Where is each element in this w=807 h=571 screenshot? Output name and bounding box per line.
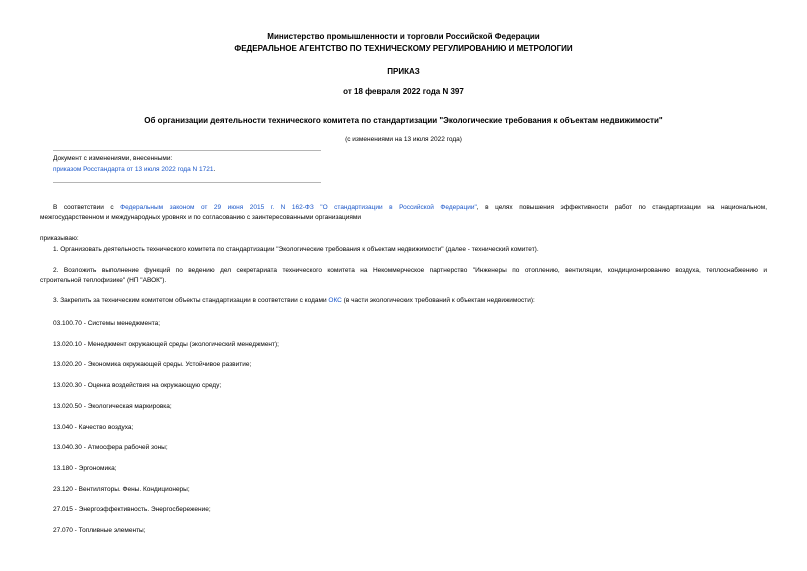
preamble-paragraph [53,203,767,213]
top-divider [53,150,321,151]
amendment-order-link[interactable]: приказом Росстандарта от 13 июля 2022 года N 1721 [53,166,214,173]
oks-code-item: 13.040 - Качество воздуха; [53,423,134,431]
bottom-divider [53,182,321,183]
federal-law-link[interactable]: Федеральным законом от 29 июня 2015 г. N 162-ФЗ "О стандартизации в Российской Федерации" [120,204,477,211]
revision-note-period: . [213,166,216,173]
revision-note-label: Документ с изменениями, внесенными: [53,155,173,162]
oks-code-item: 13.020.10 - Менеджмент окружающей среды (экологический менеджмент); [53,340,279,348]
revision-status: (с изменениями на 13 июля 2022 года) [345,136,462,143]
oks-code-item: 13.040.30 - Атмосфера рабочей зоны; [53,444,168,452]
preamble-prefix: В соответствии с [53,204,121,211]
preamble-line2: межгосударственном и международных уровнях и по согласованию с заинтересованными организациями [40,214,362,221]
document-date-number: от 18 февраля 2022 года N 397 [343,87,464,96]
item-3-prefix: 3. Закрепить за техническим комитетом объекты стандартизации в соответствии с кодами [53,297,329,304]
oks-code-item: 23.120 - Вентиляторы. Фены. Кондиционеры; [53,485,190,493]
oks-code-item: 13.020.50 - Экологическая маркировка; [53,402,172,410]
oks-code-item: 03.100.70 - Системы менеджмента; [53,320,161,327]
oks-code-item: 27.015 - Энергоэффективность. Энергосбережение; [53,506,211,514]
oks-code-item: 27.070 - Топливные элементы; [53,527,146,534]
agency-name: ФЕДЕРАЛЬНОЕ АГЕНТСТВО ПО ТЕХНИЧЕСКОМУ РЕГУЛИРОВАНИЮ И МЕТРОЛОГИИ [234,44,573,53]
orders-label: приказываю: [40,235,79,242]
oks-code-item: 13.020.30 - Оценка воздействия на окружающую среду; [53,382,222,390]
document-type: ПРИКАЗ [387,67,420,76]
item-1: 1. Организовать деятельность технического комитета по стандартизации "Экологические требования к объектам недвижимости" (далее - технический комитет). [53,246,539,253]
item-3 [53,297,535,304]
item-3-suffix: (в части экологических требований к объектам недвижимости): [341,297,535,304]
item-2-line2: строительной теплофизике" (НП "АВОК"). [40,277,167,284]
ministry-name: Министерство промышленности и торговли Российской Федерации [267,32,540,41]
revision-note-line [53,166,215,173]
item-2: 2. Возложить выполнение функций по ведению дел секретариата технического комитета на Некоммерческое партнерство "Инженеры по отоплению, вентиляции, кондиционированию воздуха, теплоснабжению и [53,267,767,274]
document-title: Об организации деятельности технического комитета по стандартизации "Экологические требования к объектам недвижимости" [144,116,663,125]
oks-code-item: 13.180 - Эргономика; [53,464,117,472]
preamble-suffix: , в целях повышения эффективности работ по стандартизации на национальном, [476,204,768,211]
oks-code-item: 13.020.20 - Экономика окружающей среды. Устойчивое развитие; [53,361,252,369]
oks-link[interactable]: ОКС [328,297,342,304]
